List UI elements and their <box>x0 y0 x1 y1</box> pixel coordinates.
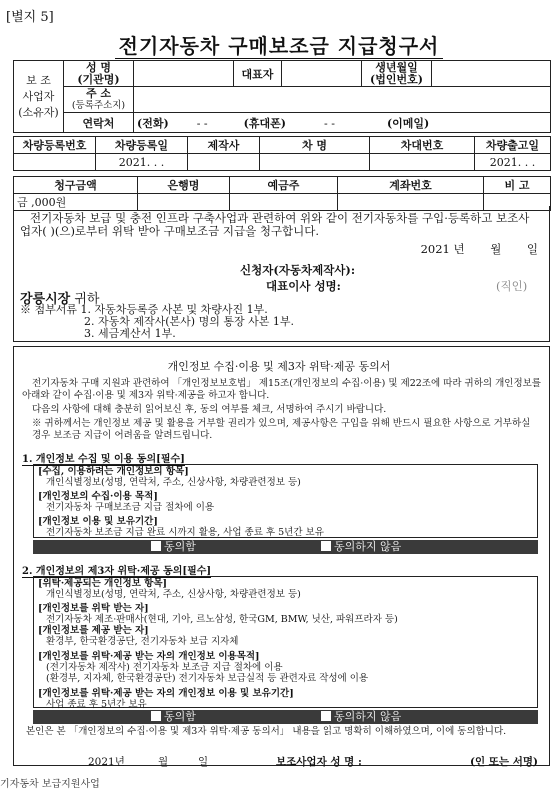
name-label: 성 명 (기관명) <box>64 61 134 87</box>
attachments: ※ 첨부서류 1. 자동차등록증 사본 및 차량사진 1부. 2. 자동차 제작사(본사) 명의 통장 사본 1부. 3. 세금계산서 1부. <box>20 303 294 340</box>
section-2-agree-bar <box>33 710 538 724</box>
section-1-agree-bar <box>33 540 538 554</box>
sign-year: 2021년 <box>88 756 125 768</box>
section-1-box: [수집, 이용하려는 개인정보의 항목] 개인식별정보(성명, 연락처, 주소, 신상사항, 차량관련정보 등) [개인정보의 수집·이용 목적] 전기자동차 구매보조금 지급 절차에 이용 [개인정보 이용 및 보유기간] 전기자동차 보조금 지급 완료 시까지 활용, 사업 종료 후 5년간 보유 <box>33 464 538 538</box>
consent-notice: ※ 귀하께서는 개인정보 제공 및 활용을 거부할 권리가 있으며, 제공사항은 구입을 위해 반드시 필요한 사항으로 거부하실 경우 보조금 지급이 어려움을 알려드립니다. <box>32 418 531 441</box>
seal-label: (직인) <box>496 279 528 293</box>
reg-number-field[interactable] <box>14 154 96 171</box>
section-1-title: 1. 개인정보 수집 및 이용 동의[필수] <box>22 454 185 465</box>
consent-intro: 전기자동차 구매 지원과 관련하여 「개인정보보호법」 제15조(개인정보의 수집·이용) 및 제22조에 따라 귀하의 개인정보를 아래와 같이 수집·이용 및 제3자 위탁·제공을 하고자 합니다. <box>22 378 541 401</box>
model-field[interactable] <box>260 154 370 171</box>
sign-day: 일 <box>198 756 209 768</box>
vehicle-header: 차 명 <box>260 137 370 154</box>
maker-field[interactable] <box>188 154 260 171</box>
claim-date: 2021 년 월 일 <box>420 242 538 256</box>
name-field[interactable] <box>134 61 234 87</box>
payment-header: 청구금액 <box>14 177 138 194</box>
sign-month: 월 <box>158 756 169 768</box>
vehicle-header: 차량등록일 <box>96 137 188 154</box>
form-number: [별지 5] <box>6 10 54 25</box>
vin-field[interactable] <box>370 154 475 171</box>
birth-field[interactable] <box>432 61 551 87</box>
agree-checkbox-1[interactable]: 동의함 <box>151 540 196 554</box>
consent-title: 개인정보 수집·이용 및 제3자 위탁·제공 동의서 <box>167 360 391 373</box>
attachment-item: 1. 자동차등록증 사본 및 차량사진 1부. <box>80 303 268 316</box>
payment-header: 예금주 <box>230 177 338 194</box>
vehicle-header: 제작사 <box>188 137 260 154</box>
disagree-checkbox-1[interactable]: 동의하지 않음 <box>321 540 401 554</box>
reg-date-field[interactable]: 2021. . . <box>96 154 188 171</box>
attachment-item: 3. 세금계산서 1부. <box>84 327 176 340</box>
birth-label: 생년월일 (법인번호) <box>362 61 432 87</box>
cut-off-text: 기자동차 보급지원사업 <box>0 779 100 790</box>
sign-label: 보조사업자 성 명 : <box>276 756 362 768</box>
vehicle-table <box>13 136 550 171</box>
payment-header: 계좌번호 <box>338 177 484 194</box>
applicant-table <box>13 60 550 133</box>
contact-label: 연락처 <box>64 113 134 133</box>
consent-intro-2: 다음의 사항에 대해 충분히 읽어보신 후, 동의 여부를 체크, 서명하여 주시기 바랍니다. <box>32 404 387 415</box>
disagree-checkbox-2[interactable]: 동의하지 않음 <box>321 710 401 724</box>
amount-field[interactable]: 금 ,000원 <box>14 194 138 211</box>
address-label: 주 소 (등록주소지) <box>64 87 134 113</box>
consent-footer: 본인은 본 「개인정보의 수집·이용 및 제3자 위탁·제공 동의서」 내용을 읽고 명확히 이해하였으며, 이에 동의합니다. <box>26 726 507 737</box>
vehicle-header: 차량등록번호 <box>14 137 96 154</box>
address-field[interactable] <box>134 87 551 113</box>
payment-header: 은행명 <box>138 177 230 194</box>
section-2-title: 2. 개인정보의 제3자 위탁·제공 동의[필수] <box>22 566 212 577</box>
agree-checkbox-2[interactable]: 동의함 <box>151 710 196 724</box>
rep-label: 대표자 <box>234 61 282 87</box>
addressee: 강릉시장 귀하 <box>20 292 100 307</box>
applicant-section-label: 보 조 사업자 (소유자) <box>14 61 64 133</box>
email-label: (이메일) <box>386 116 430 130</box>
release-date-field[interactable]: 2021. . . <box>475 154 551 171</box>
attachment-item: 2. 자동차 제작사(본사) 명의 통장 사본 1부. <box>84 315 294 328</box>
vehicle-header: 차량출고일 <box>475 137 551 154</box>
sign-note: (인 또는 서명) <box>470 756 538 768</box>
phone-label: (전화) <box>137 116 169 130</box>
page-title: 전기자동차 구매보조금 지급청구서 <box>0 30 558 59</box>
mobile-label: (휴대폰) <box>243 116 286 130</box>
ceo-label: 대표이사 성명: <box>266 279 341 293</box>
applicant-label: 신청자(자동차제작사): <box>240 263 356 277</box>
section-2-box: [위탁·제공되는 개인정보 항목] 개인식별정보(성명, 연락처, 주소, 신상사항, 차량관련정보 등) [개인정보를 위탁 받는 자] 전기자동차 제조·판매사(현대, 기아, 르노삼성, 한국GM, BMW, 닛산, 파워프라자 등) [개인정보를 제공 받는 자] 환경부, 한국환경공단, 전기자동차 보급 지자체 [개인정보를 위탁·제공 받는 자의 개인정보 이용목적] (전기자동차 제작사) 전기자동차 보조금 지급 절차에 이용 (환경부, 지자체, 한국환경공단) 전기자동차 보급실적 등 관련자료 작성에 이용 [개인정보를 위탁·제공 받는 자의 개인정보 이용 및 보유기간] 사업 종료 후 5년간 보유 <box>33 576 538 708</box>
vehicle-header: 차대번호 <box>370 137 475 154</box>
rep-field[interactable] <box>282 61 362 87</box>
payment-header: 비 고 <box>484 177 551 194</box>
claim-text: 전기자동차 보급 및 충전 인프라 구축사업과 관련하여 위와 같이 전기자동차를 구입·등록하고 보조사업자( )(으)로부터 위탁 받아 구매보조금 지급을 청구합니다. <box>20 211 530 238</box>
contact-field[interactable]: (전화) - - (휴대폰) - - (이메일) <box>134 113 551 133</box>
